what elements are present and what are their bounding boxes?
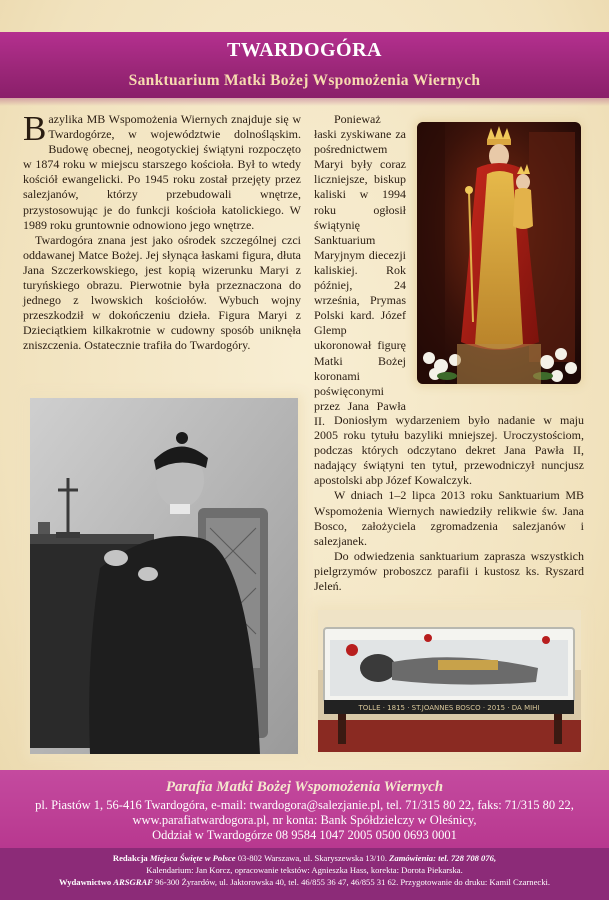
relics-reliquary-photo xyxy=(318,610,581,752)
parish-contact-line-1: pl. Piastów 1, 56-416 Twardogóra, e-mail: twardogora@salezjanie.pl, tel. 71/315 80 22, faks: 71/315 80 22, xyxy=(35,798,574,812)
article-paragraph-6: Do odwiedzenia sanktuarium zaprasza wszystkich pielgrzymów proboszcz parafii i kustosz ks. Ryszard Jeleń. xyxy=(314,548,584,594)
parish-name: Parafia Matki Bożej Wspomożenia Wiernych xyxy=(165,779,444,795)
article-paragraph-5: W dniach 1–2 lipca 2013 roku Sanktuarium MB Wspomożenia Wiernych nawiedziły relikwie św. Jana Bosco, założyciela zgromadzenia salezjanów i salezjanek. xyxy=(314,488,584,548)
article-paragraph-2: Twardogóra znana jest jako ośrodek szczególnej czci oddawanej Matce Bożej. Jej słynąca łaskami figura, dłuta Jana Szczerkowskiego, jest kopią wizerunku Maryi z turyńskiego obrazu. Pierwotnie była przeznaczona do jednego z lwowskich kościołów. Wybuch wojny przeszkodził w dokończeniu dzieła. Figura Maryi z Dzieciątkiem kilkakrotnie w cudowny sposób uniknęła zniszczenia. Ostatecznie trafiła do Twardogóry. xyxy=(23,232,301,353)
footer-band xyxy=(0,770,609,848)
article-column-left xyxy=(23,109,301,354)
john-bosco-portrait-photo xyxy=(30,398,298,754)
header-shadow xyxy=(0,98,609,106)
article-column-narrow xyxy=(314,112,406,429)
article-paragraph-4: Doniosłym wydarzeniem było nadanie w maju 2005 roku tytułu bazyliki mniejszej. Uroczystościom, podczas których odczytano dekret Jana Pawła II, nadający świątyni ten tytuł, przewodniczył nuncjusz apostolski abp Józef Kowalczyk. xyxy=(314,413,584,488)
imprint-line-2: Kalendarium: Jan Korcz, opracowanie tekstów: Agnieszka Hass, korekta: Dorota Piekarska. xyxy=(146,865,463,875)
madonna-statue-image xyxy=(417,122,581,384)
relics-reliquary-image xyxy=(318,610,581,752)
parish-contact-line-2: www.parafiatwardogora.pl, nr konta: Bank Spółdzielczy w Oleśnicy, xyxy=(132,813,477,827)
header-band xyxy=(0,32,609,98)
madonna-statue-photo xyxy=(417,122,581,384)
john-bosco-portrait-image xyxy=(30,398,298,754)
imprint-line-3: Wydawnictwo ARSGRAF 96-300 Żyrardów, ul. Jaktorowska 40, tel. 46/855 36 47, 46/855 31 62. Przygotowanie do druku: Kamil Czarnecki. xyxy=(58,877,551,887)
relic-inscription: TOLLE · 1815 · ST.JOANNES BOSCO · 2015 · DA MIHI xyxy=(358,704,540,712)
article-paragraph-1: Bazylika MB Wspomożenia Wiernych znajduje się w Twardogórze, w województwie dolnośląskim. Budowę obecnej, neogotyckiej świątyni rozpoczęto w 1874 roku w miejscu starszego kościoła. Był to wtedy kościół ewangelicki. Po 1945 roku został przejęty przez salezjanów, którzy przebudowali wnętrze, przystosowując je do funkcji kościoła katolickiego. W 1989 roku gruntownie odnowiono jego wnętrze. xyxy=(23,109,301,232)
article-column-right xyxy=(314,413,584,594)
page-subtitle: Sanktuarium Matki Bożej Wspomożenia Wiernych xyxy=(128,72,481,89)
drop-cap: B xyxy=(23,109,47,148)
parish-contact-line-3: Oddział w Twardogórze 08 9584 1047 2005 0500 0693 0001 xyxy=(152,828,457,842)
imprint-line-1: Redakcja Miejsca Święte w Polsce 03-802 Warszawa, ul. Skaryszewska 13/10. Zamówienia: tel. 728 708 076, xyxy=(112,853,497,863)
imprint-band xyxy=(0,848,609,900)
article-paragraph-3: Ponieważ łaski zyskiwane za pośrednictwem Maryi były coraz liczniejsze, biskup kaliski w 1994 roku ogłosił świątynię Sanktuarium Maryjnym diecezji kaliskiej. Rok później, 24 września, Prymas Polski kard. Józef Glemp ukoronował figurę Matki Bożej koronami poświęconymi przez Jana Pawła II. xyxy=(314,112,406,428)
page-title: TWARDOGÓRA xyxy=(226,39,382,61)
